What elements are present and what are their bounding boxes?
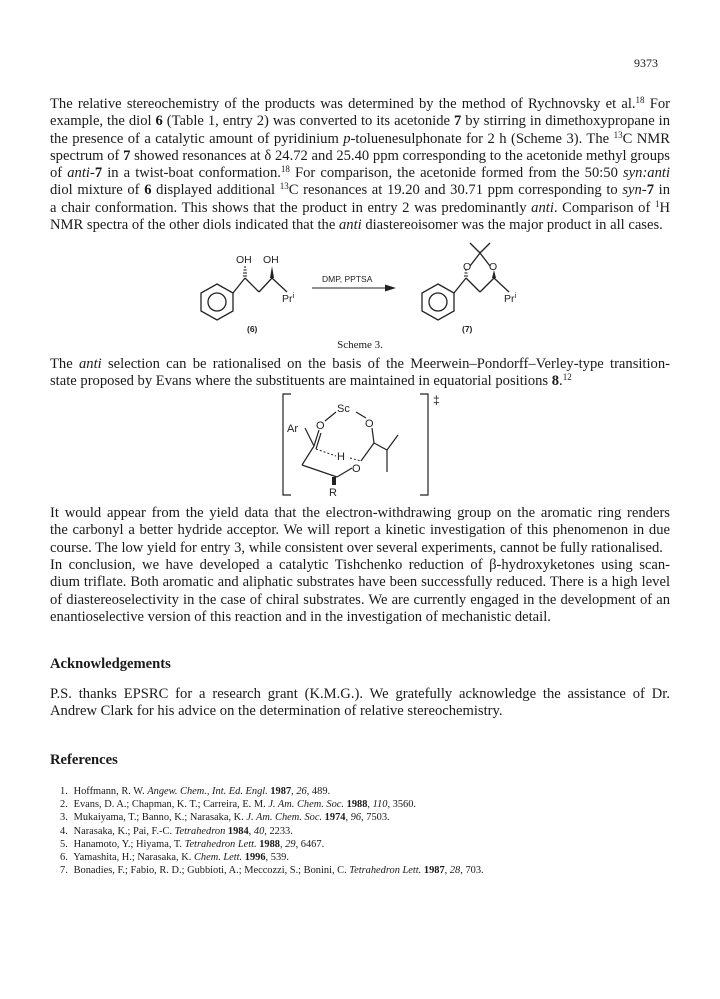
paragraph-anti-selection [50, 356, 670, 391]
transition-state-brackets [283, 394, 428, 495]
text-line: NMR spectra of the other diols indicated that the anti diastereoisomer was the major product in all cases. [50, 217, 663, 234]
text-line: of anti-7 in a twist-boat conformation.$^{18}$ For comparison, the acetonide formed from the 50:50 syn:anti [50, 164, 671, 182]
reference-number: 3. [60, 812, 68, 824]
atom-sc: Sc [337, 403, 350, 415]
text-line: It would appear from the yield data that the electron-withdrawing group on the aromatic ring renders [50, 505, 670, 521]
substituent-pr1: Pr$^i$ [282, 291, 295, 305]
text-line: In conclusion, we have developed a catalytic Tishchenko reduction of β-hydroxyketones using scan- [50, 557, 670, 573]
reference-item: 3. Mukaiyama, T.; Banno, K.; Narasaka, K. J. Am. Chem. Soc. 1974, 96, 7503. [60, 812, 390, 824]
dagger-symbol: ‡ [433, 393, 440, 407]
references-list [60, 785, 680, 877]
reference-number: 6. [60, 852, 68, 864]
text-line: the carbonyl a better hydride acceptor. We will report a kinetic investigation of this phenomenon in due [50, 522, 670, 539]
text-line: The relative stereochemistry of the products was determined by the method of Rychnovsky et al.$^{18}$ For [50, 95, 670, 112]
reference-number: 5. [60, 838, 68, 850]
references-heading: References [50, 752, 118, 768]
text-line: the presence of a catalytic amount of pyridinium p-toluenesulphonate for 2 h (Scheme 3). The $^{13}$C NMR [50, 129, 670, 147]
text-line: enantioselective version of this reaction and in the investigation of mechanistic detail. [50, 608, 551, 625]
atom-o-top-left: O [316, 420, 325, 432]
benzene-ring-right [422, 284, 454, 320]
hashed-bond-oh1 [243, 267, 247, 276]
text-line: state proposed by Evans where the substituents are maintained in equatorial positions 8.12 [50, 372, 572, 390]
reference-item: 1. Hoffmann, R. W. Angew. Chem., Int. Ed. Engl. 1987, 26, 489. [60, 786, 331, 797]
text-line: example, the diol 6 (Table 1, entry 2) was converted to its acetonide 7 by stirring in dimethoxypropane in [50, 113, 670, 130]
label-compound-7: (7) [462, 324, 473, 334]
page-number: 9373 [634, 56, 658, 70]
text-line: diol mixture of 6 displayed additional $^{13}$C resonances at 19.20 and 30.71 ppm corresponding to syn-7 in [50, 181, 670, 199]
diol-6-structure [201, 278, 287, 320]
benzene-ring-left [201, 284, 233, 320]
text-line: course. The low yield for entry 3, while consistent over several experiments, cannot be fully rationalised. [50, 539, 663, 556]
wedge-bond-oh2 [270, 266, 274, 278]
acknowledgements-heading: Acknowledgements [50, 656, 171, 672]
text-line: dium triflate. Both aromatic and aliphatic substrates have been successfully reduced. There is a high level [50, 574, 670, 591]
atom-h: H [337, 451, 345, 463]
text-line: The anti selection can be rationalised on the basis of the Meerwein–Pondorff–Verley-type transition- [50, 356, 670, 372]
text-line: of diastereoselectivity in the case of chiral substrates. We are currently engaged in the development of an [50, 591, 670, 608]
reference-item: 6. Yamashita, H.; Narasaka, K. Chem. Lett. 1996, 539. [60, 852, 289, 864]
reference-item: 2. Evans, D. A.; Chapman, K. T.; Carreira, E. M. J. Am. Chem. Soc. 1988, 110, 3560. [60, 799, 417, 811]
label-compound-6: (6) [247, 324, 258, 334]
text-line: spectrum of 7 showed resonances at δ 24.72 and 25.40 ppm corresponding to the acetonide methyl groups [50, 147, 670, 164]
atom-o1: O [463, 261, 472, 273]
substituent-pr2: Pr$^i$ [504, 291, 517, 305]
acetonide-7-structure [422, 243, 509, 320]
reference-number: 2. [60, 799, 68, 811]
atom-oh1: OH [236, 254, 252, 266]
text-line: P.S. thanks EPSRC for a research grant (K.M.G.). We gratefully acknowledge the assistance of Dr. [50, 686, 670, 702]
paragraph-yield-data [50, 505, 670, 557]
paragraph-stereochemistry [50, 96, 670, 234]
scheme-caption: Scheme 3. [337, 339, 383, 351]
atom-oh2: OH [263, 254, 279, 266]
reference-item: 5. Hanamoto, Y.; Hiyama, T. Tetrahedron Lett. 1988, 29, 6467. [60, 838, 325, 850]
acknowledgements-text [50, 686, 670, 721]
group-r: R [329, 487, 337, 499]
reference-item: 7. Bonadies, F.; Fabio, R. D.; Gubbioti, A.; Meccozzi, S.; Bonini, C. Tetrahedron Lett. 1987, 28, 703. [60, 865, 484, 877]
reference-number: 7. [60, 865, 68, 877]
reference-item: 4. Narasaka, K.; Pai, F.-C. Tetrahedron 1984, 40, 2233. [60, 825, 293, 837]
reaction-arrowhead [385, 285, 396, 292]
reference-number: 4. [60, 825, 68, 837]
text-line: Andrew Clark for his advice on the determination of relative stereochemistry. [50, 703, 503, 720]
text-line: a chair conformation. This shows that the product in entry 2 was predominantly anti. Comparison of $^1$H [50, 198, 670, 216]
reaction-conditions: DMP, PPTSA [322, 274, 373, 284]
atom-o-top-right: O [365, 418, 374, 430]
transition-state-figure [0, 392, 720, 502]
paragraph-conclusion [50, 557, 670, 626]
atom-o-bottom: O [352, 463, 361, 475]
atom-o2: O [489, 261, 498, 273]
group-ar: Ar [287, 423, 298, 435]
scheme-3-figure [0, 240, 720, 340]
reference-number: 1. [60, 786, 68, 797]
